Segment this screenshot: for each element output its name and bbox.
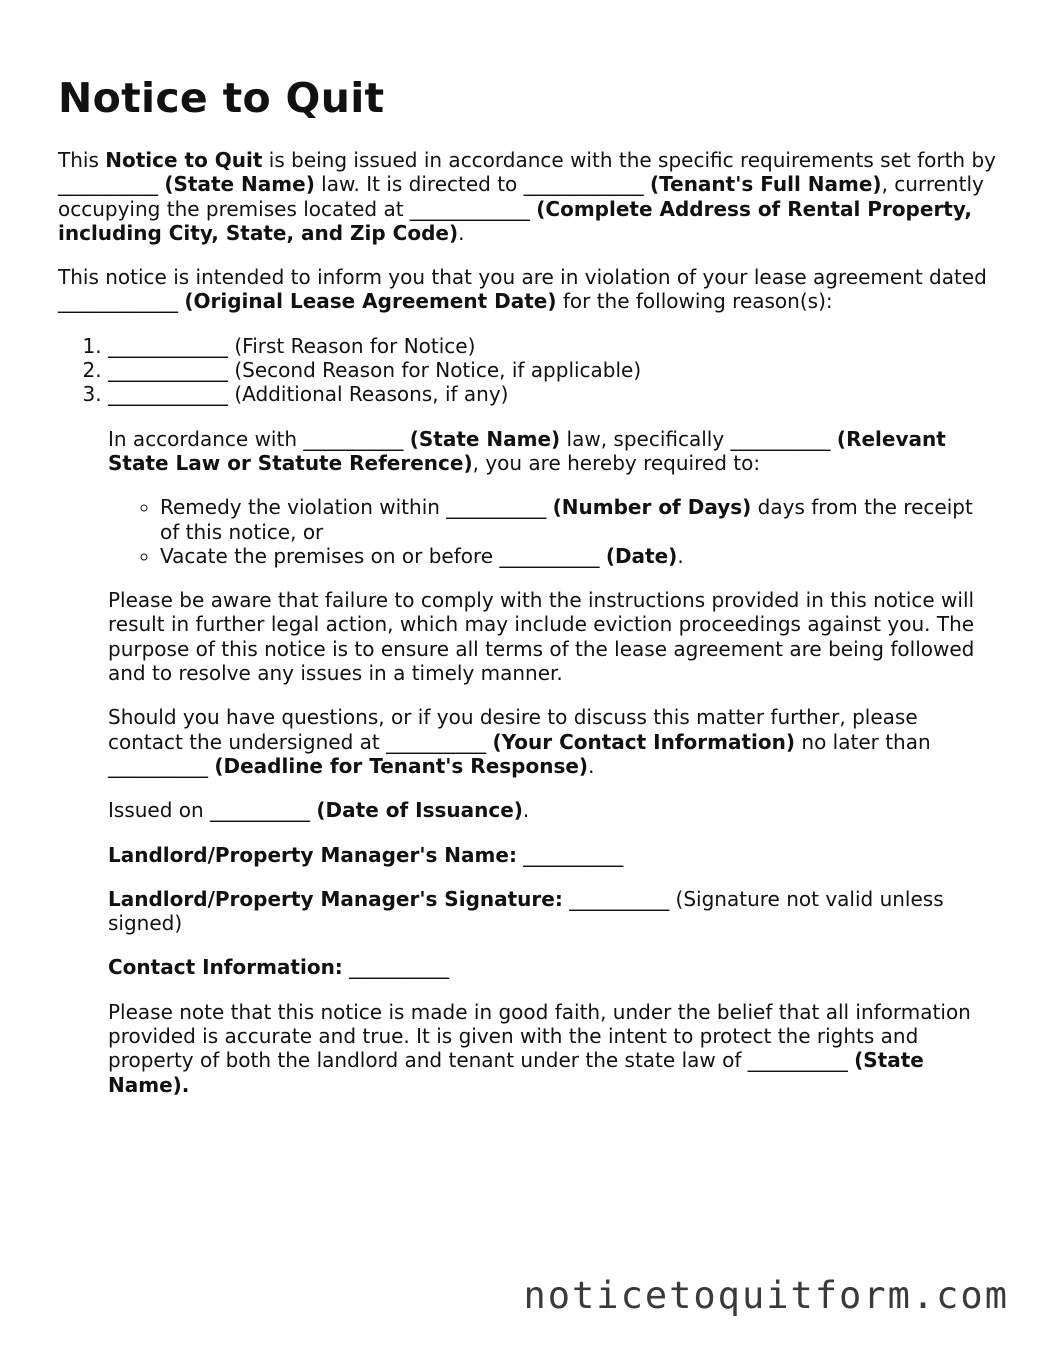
issuance-date-placeholder: (Date of Issuance) bbox=[316, 798, 523, 823]
warning-paragraph: Please be aware that failure to comply with the instructions provided in this notice will result in further legal action, which may include eviction proceedings against you. The purpose of this notice is to ensure all terms of the lease agreement are being followed and to resolve any issues in a timely manner. bbox=[108, 588, 975, 686]
intro-paragraph bbox=[58, 148, 998, 245]
contact-info-placeholder: (Your Contact Information) bbox=[492, 729, 796, 754]
contact-paragraph bbox=[108, 705, 998, 778]
closing-text: Please note that this notice is made in good faith, under the belief that all information provided is accurate and true. It is given with the intent to protect the rights and property of both the landlord and tenant under the state law of __________ bbox=[108, 999, 971, 1073]
watermark: noticetoquitform.com bbox=[523, 1274, 1009, 1317]
intro-text: This bbox=[58, 148, 106, 172]
contact-text: . bbox=[588, 753, 595, 778]
accordance-paragraph bbox=[108, 427, 998, 476]
tenant-name-placeholder: (Tenant's Full Name) bbox=[650, 172, 882, 197]
issued-text: Issued on __________ bbox=[108, 798, 317, 823]
closing-paragraph bbox=[108, 1000, 998, 1097]
contact-text: no later than __________ bbox=[108, 729, 931, 778]
statute-reference-placeholder: (Relevant State Law or Statute Reference) bbox=[108, 426, 946, 475]
issued-text: . bbox=[522, 798, 530, 823]
response-deadline-placeholder: (Deadline for Tenant's Response) bbox=[214, 753, 589, 778]
state-name-placeholder: (State Name). bbox=[108, 1048, 924, 1097]
contact-information-blank: __________ bbox=[342, 955, 450, 980]
violation-paragraph bbox=[58, 265, 998, 314]
state-name-placeholder: (State Name) bbox=[164, 172, 315, 197]
manager-signature-blank: __________ (Signature not valid unless signed) bbox=[108, 886, 944, 936]
manager-name-blank: __________ bbox=[516, 842, 624, 867]
reason-item: 2. ____________ (Second Reason for Notice, if applicable) bbox=[108, 358, 998, 382]
remedy-text: Remedy the violation within __________ bbox=[160, 495, 553, 520]
vacate-date-placeholder: (Date) bbox=[605, 543, 678, 568]
vacate-text: . bbox=[677, 543, 684, 568]
intro-text: law. It is directed to ____________ bbox=[314, 172, 650, 197]
manager-signature-line bbox=[108, 887, 998, 936]
reason-item: 1. ____________ (First Reason for Notice) bbox=[108, 334, 998, 358]
contact-information-label: Contact Information: bbox=[108, 955, 343, 980]
requirements-list bbox=[108, 495, 998, 568]
intro-text: is being issued in accordance with the specific requirements set forth by __________ bbox=[58, 148, 996, 197]
reasons-list bbox=[58, 334, 998, 407]
manager-name-line bbox=[108, 843, 998, 867]
address-placeholder: (Complete Address of Rental Property, including City, State, and Zip Code) bbox=[58, 196, 972, 245]
state-name-placeholder: (State Name) bbox=[409, 426, 561, 451]
remedy-text: days from the receipt of this notice, or bbox=[160, 495, 973, 544]
reason-item: 3. ____________ (Additional Reasons, if any) bbox=[108, 382, 998, 406]
remedy-option bbox=[160, 495, 998, 544]
contact-text: Should you have questions, or if you desire to discuss this matter further, please contact the undersigned at __________ bbox=[108, 705, 918, 754]
manager-signature-label: Landlord/Property Manager's Signature: bbox=[108, 886, 563, 911]
document bbox=[58, 70, 998, 1097]
issued-on-line bbox=[108, 798, 998, 822]
intro-text: , currently occupying the premises located at ____________ bbox=[58, 172, 984, 221]
accordance-text: In accordance with __________ bbox=[108, 426, 410, 451]
vacate-option bbox=[160, 544, 998, 568]
violation-text: This notice is intended to inform you that you are in violation of your lease agreement dated ____________ bbox=[58, 265, 987, 314]
accordance-text: , you are hereby required to: bbox=[472, 450, 761, 475]
intro-bold-notice: Notice to Quit bbox=[105, 148, 263, 172]
violation-text: for the following reason(s): bbox=[556, 289, 833, 314]
number-of-days-placeholder: (Number of Days) bbox=[552, 495, 752, 520]
manager-name-label: Landlord/Property Manager's Name: bbox=[108, 842, 517, 867]
document-title: Notice to Quit bbox=[58, 74, 385, 122]
contact-information-line bbox=[108, 955, 998, 979]
vacate-text: Vacate the premises on or before __________ bbox=[160, 543, 606, 568]
accordance-text: law, specifically __________ bbox=[560, 426, 837, 451]
intro-text: . bbox=[458, 220, 465, 245]
lease-date-placeholder: (Original Lease Agreement Date) bbox=[184, 289, 557, 314]
